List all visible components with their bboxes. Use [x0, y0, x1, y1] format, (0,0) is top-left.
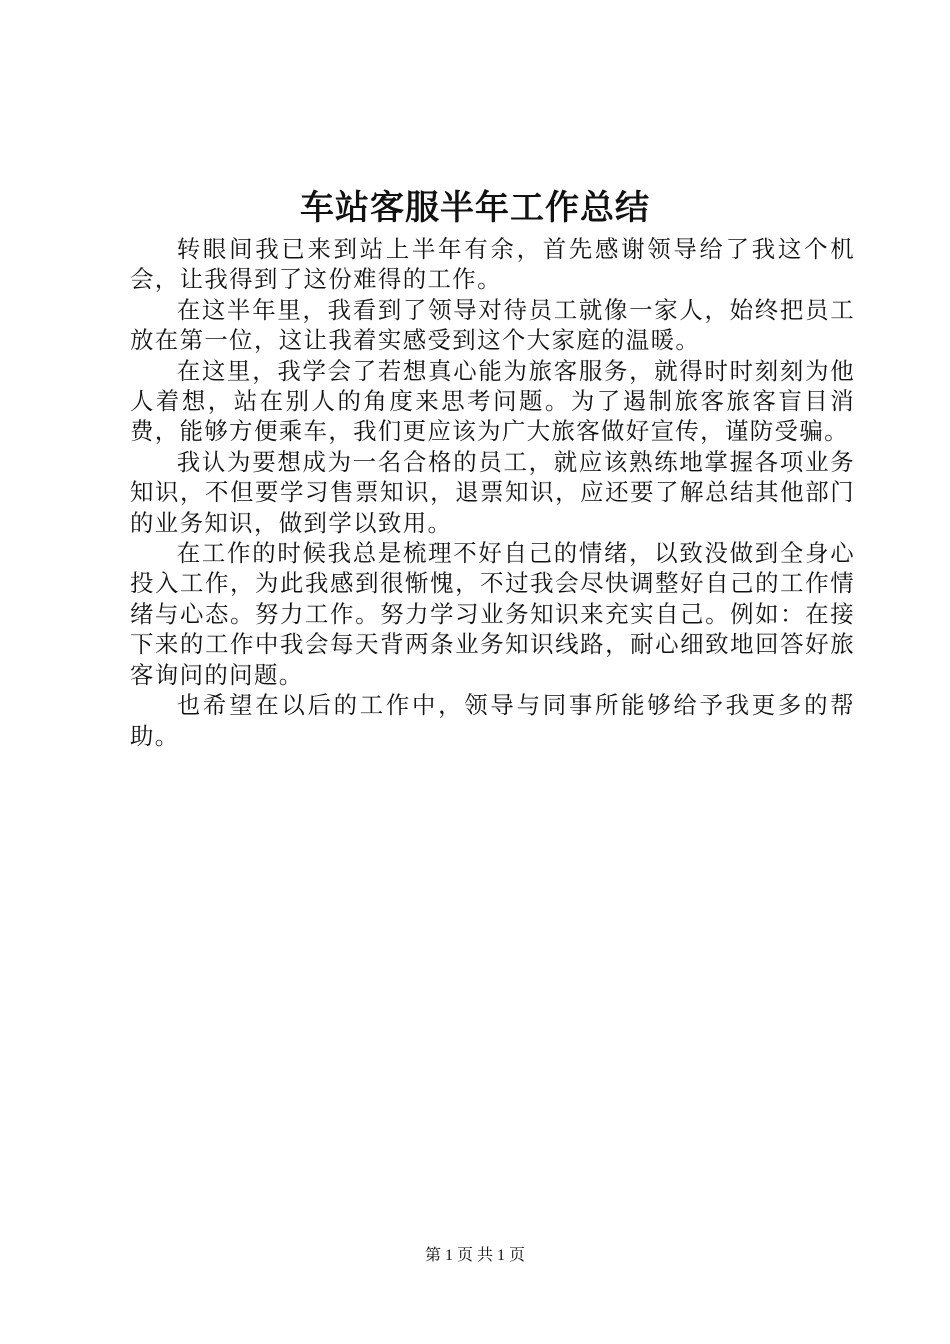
paragraph: 也希望在以后的工作中，领导与同事所能够给予我更多的帮助。 — [130, 691, 855, 750]
paragraph: 在工作的时候我总是梳理不好自己的情绪，以致没做到全身心投入工作，为此我感到很惭愧，不过我会尽快调整好自己的工作情绪与心态。努力工作。努力学习业务知识来充实自己。例如：在接下来的工作中我会每天背两条业务知识线路，耐心细致地回答好旅客询问的问题。 — [130, 539, 855, 689]
paragraph: 在这里，我学会了若想真心能为旅客服务，就得时时刻刻为他人着想，站在别人的角度来思考问题。为了遏制旅客旅客盲目消费，能够方便乘车，我们更应该为广大旅客做好宣传，谨防受骗。 — [130, 356, 855, 446]
document-body — [130, 234, 855, 751]
paragraph: 我认为要想成为一名合格的员工，就应该熟练地掌握各项业务知识，不但要学习售票知识，退票知识，应还要了解总结其他部门的业务知识，做到学以致用。 — [130, 447, 855, 537]
paragraph: 在这半年里，我看到了领导对待员工就像一家人，始终把员工放在第一位，这让我着实感受到这个大家庭的温暖。 — [130, 295, 855, 355]
page-footer: 第 1 页 共 1 页 — [424, 1247, 525, 1264]
paragraph: 转眼间我已来到站上半年有余，首先感谢领导给了我这个机会，让我得到了这份难得的工作。 — [130, 235, 855, 294]
document-title: 车站客服半年工作总结 — [300, 188, 650, 228]
